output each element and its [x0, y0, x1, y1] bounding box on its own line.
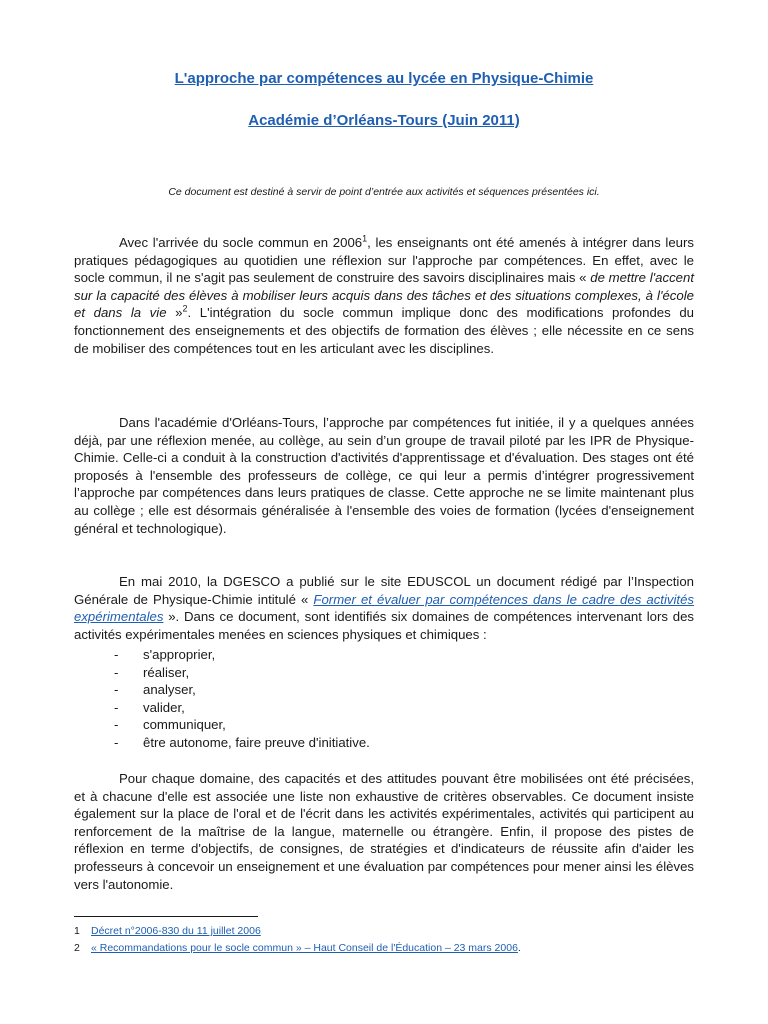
paragraph-academie: Dans l'académie d'Orléans-Tours, l’approche par compétences fut initiée, il y a quelques années déjà, par une réflexion menée, au collège, au sein d’un groupe de travail piloté par les IPR de Physique-Chimie. Celle-ci a conduit à la construction d'activités d'apprentissage et d'évaluation. Des stages ont été proposés à l'ensemble des professeurs de collège, ce qui leur a permis d’intégrer progressivement l’approche par compétences dans leurs pratiques de classe. Cette approche ne se limite maintenant plus au collège ; elle est désormais généralisée à l'ensemble des voies de formation (lycées d'enseignement général et technologique). [74, 415, 694, 536]
competence-list [114, 646, 370, 752]
footnote-1: 1 Décret n°2006-830 du 11 juillet 2006 [74, 925, 261, 937]
document-subtitle: Académie d’Orléans-Tours (Juin 2011) [248, 112, 520, 129]
footnote-ref-2[interactable]: 2 [182, 303, 188, 314]
list-item: - communiquer, [114, 717, 226, 733]
quote-text: de mettre l'accent sur la capacité des élèves à mobiliser leurs acquis dans des tâches et des situations complexes, à l'école et dans la vie [74, 270, 694, 321]
eduscol-document-link[interactable]: Former et évaluer par compétences dans le cadre des activités expérimentales [74, 591, 695, 625]
footnote-separator [74, 916, 258, 917]
list-item: - analyser, [114, 682, 196, 698]
list-item: - être autonome, faire preuve d'initiative. [114, 734, 370, 750]
list-item: - s'approprier, [114, 647, 216, 662]
paragraph-dgesco: En mai 2010, la DGESCO a publié sur le site EDUSCOL un document rédigé par l’Inspection Générale de Physique-Chimie intitulé « Former et évaluer par compétences dans le cadre des activités expérimentales ». Dans ce document, sont identifiés six domaines de compétences intervenant lors des activités expérimentales menées en sciences physiques et chimiques : [74, 574, 695, 642]
intro-note: Ce document est destiné à servir de point d’entrée aux activités et séquences présentées ici. [168, 186, 600, 198]
footnote-ref-1[interactable]: 1 [362, 233, 368, 244]
paragraph-domaines: Pour chaque domaine, des capacités et des attitudes pouvant être mobilisées ont été précisées, et à chacune d'elle est associée une liste non exhaustive de critères observables. Ce document insiste également sur la place de l'oral et de l'écrit dans les activités expérimentales, activités qui participent au renforcement de la maîtrise de la langue, maternelle ou étrangère. Enfin, il propose des pistes de réflexion en terme d'objectifs, de consignes, de stratégies et d'indicateurs de réussite afin d'aider les professeurs à concevoir un enseignement et une évaluation par compétences pour mener ainsi les élèves vers l'autonomie. [74, 771, 694, 892]
footnote-1-link[interactable]: Décret n°2006-830 du 11 juillet 2006 [91, 925, 261, 937]
footnote-2-link[interactable]: « Recommandations pour le socle commun » – Haut Conseil de l'Éducation – 23 mars 2006 [91, 942, 518, 954]
paragraph-socle-commun: Avec l'arrivée du socle commun en 2006$^1$, les enseignants ont été amenés à intégrer dans leurs pratiques pédagogiques au quotidien une réflexion sur l'approche par compétences. En effet, avec le socle commun, il ne s'agit pas seulement de construire des savoirs disciplinaires mais « de mettre l'accent sur la capacité des élèves à mobiliser leurs acquis dans des tâches et des situations complexes, à l'école et dans la vie »$^2$. L'intégration du socle commun implique donc des modifications profondes du fonctionnement des enseignements et des objectifs de formation des élèves ; elle nécessite en ce sens de mobiliser des compétences tout en les articulant avec les disciplines. [74, 233, 694, 356]
list-item: - réaliser, [114, 664, 190, 680]
list-item: - valider, [114, 699, 185, 715]
footnote-2: 2 « Recommandations pour le socle commun » – Haut Conseil de l'Éducation – 23 mars 2006. [74, 942, 521, 954]
document-title: L'approche par compétences au lycée en Physique-Chimie [174, 70, 594, 87]
